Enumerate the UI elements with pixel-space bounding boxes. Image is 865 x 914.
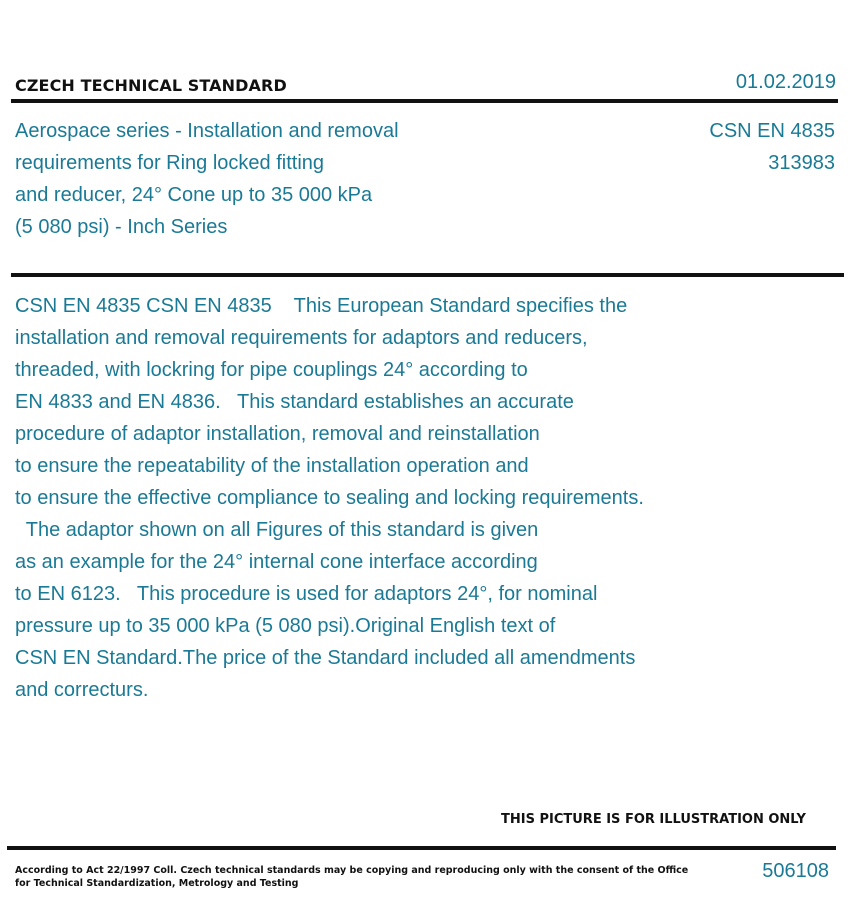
description-line: to ensure the effective compliance to sealing and locking requirements.	[15, 487, 644, 509]
standard-codes	[709, 115, 835, 179]
footer-reference-number: 506108	[762, 860, 829, 882]
description-line: The adaptor shown on all Figures of this standard is given	[15, 519, 539, 541]
standard-category-label: CZECH TECHNICAL STANDARD	[15, 76, 287, 95]
description-line: to ensure the repeatability of the installation operation and	[15, 455, 529, 477]
description-line: to EN 6123. This procedure is used for adaptors 24°, for nominal	[15, 583, 598, 605]
footer-divider	[7, 846, 836, 850]
description-line: CSN EN Standard.The price of the Standard included all amendments	[15, 647, 636, 669]
legal-notice	[15, 864, 689, 890]
standard-title	[15, 115, 575, 243]
title-divider	[11, 273, 844, 277]
description-line: pressure up to 35 000 kPa (5 080 psi).Original English text of	[15, 615, 556, 637]
title-line: Aerospace series - Installation and removal	[15, 120, 399, 142]
description-line: and correcturs.	[15, 679, 149, 701]
description-line: threaded, with lockring for pipe couplings 24° according to	[15, 359, 528, 381]
title-line: requirements for Ring locked fitting	[15, 152, 325, 174]
description-line: as an example for the 24° internal cone interface according	[15, 551, 538, 573]
standard-description	[15, 290, 715, 706]
header-divider	[11, 99, 838, 103]
publication-date: 01.02.2019	[735, 71, 836, 93]
standard-code: CSN EN 4835	[709, 120, 835, 142]
illustration-disclaimer: THIS PICTURE IS FOR ILLUSTRATION ONLY	[501, 812, 806, 827]
catalog-number: 313983	[768, 152, 835, 174]
legal-notice-line: According to Act 22/1997 Coll. Czech technical standards may be copying and reproducing only with the consent of the Office	[15, 865, 689, 876]
description-line: installation and removal requirements for adaptors and reducers,	[15, 327, 588, 349]
title-line: (5 080 psi) - Inch Series	[15, 216, 228, 238]
description-line: EN 4833 and EN 4836. This standard establishes an accurate	[15, 391, 574, 413]
title-line: and reducer, 24° Cone up to 35 000 kPa	[15, 184, 373, 206]
legal-notice-line: for Technical Standardization, Metrology and Testing	[15, 878, 299, 889]
description-line: CSN EN 4835 CSN EN 4835 This European Standard specifies the	[15, 295, 628, 317]
description-line: procedure of adaptor installation, removal and reinstallation	[15, 423, 540, 445]
